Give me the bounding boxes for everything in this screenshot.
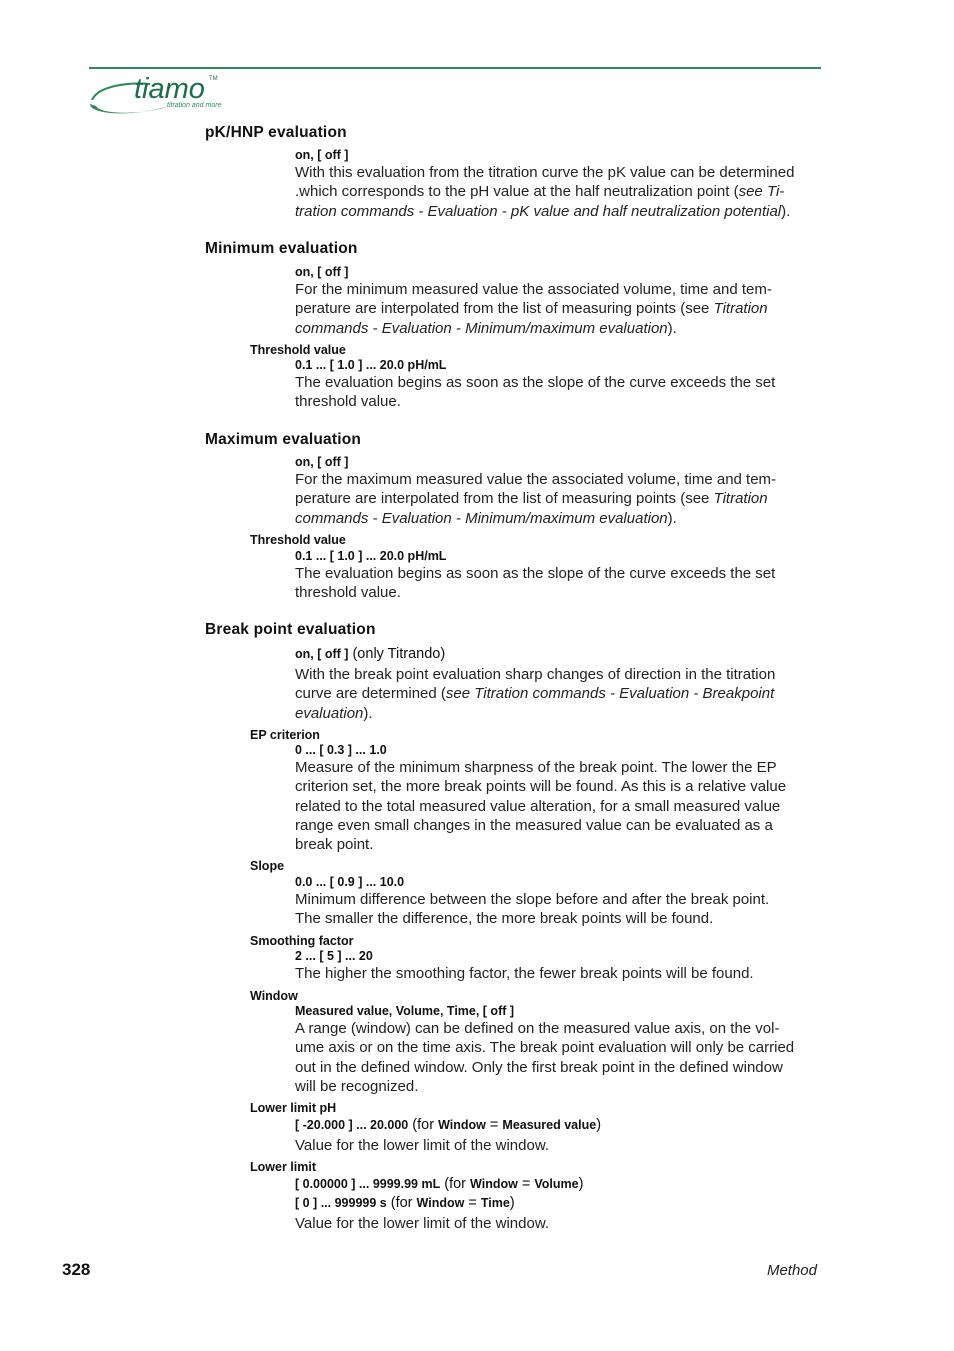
heading-maximum-evaluation: Maximum evaluation: [205, 431, 362, 448]
max-threshold-label: Threshold value: [250, 533, 346, 547]
window-options: Measured value, Volume, Time, [ off ]: [295, 1004, 515, 1018]
tiamo-logo: [88, 70, 238, 118]
window-description: A range (window) can be defined on the measured value axis, on the vol- ume axis or on the time axis. The break point evaluation will only be carried out in the defined window. Only the first break point in the defined window will be recognized.: [295, 1020, 795, 1095]
heading-pk-hnp-evaluation: pK/HNP evaluation: [205, 124, 347, 141]
lower-limit-ph-label: Lower limit pH: [250, 1101, 337, 1115]
pk-description: With this evaluation from the titration curve the pK value can be determined .which corresponds to the pH value at the half neutralization point (see Ti- tration commands - Evaluation - pK value and half neutralization potential).: [295, 164, 795, 220]
min-threshold-range: 0.1 ... [ 1.0 ] ... 20.0 pH/mL: [295, 358, 447, 372]
header-rule: [89, 67, 821, 69]
page-number: 328: [62, 1260, 91, 1279]
svg-text:TM: TM: [209, 76, 218, 82]
svg-text:titration and more: titration and more: [167, 102, 222, 109]
pk-options: on, [ off ]: [295, 148, 349, 162]
slope-range: 0.0 ... [ 0.9 ] ... 10.0: [295, 875, 405, 889]
max-threshold-description: The evaluation begins as soon as the slope of the curve exceeds the set threshold value.: [295, 565, 776, 602]
lower-limit-label: Lower limit: [250, 1160, 316, 1174]
bp-description: With the break point evaluation sharp changes of direction in the titration curve are determined (see Titration commands - Evaluation - Breakpoint evaluation).: [295, 666, 776, 722]
bp-options: on, [ off ] (only Titrando): [295, 646, 446, 662]
lower-limit-range-time: [ 0 ] ... 999999 s (for Window = Time): [295, 1195, 515, 1211]
min-options: on, [ off ]: [295, 265, 349, 279]
smoothing-factor-description: The higher the smoothing factor, the fewer break points will be found.: [295, 965, 754, 982]
ep-criterion-description: Measure of the minimum sharpness of the break point. The lower the EP criterion set, the more break points will be found. As this is a relative value related to the total measured value alteration, for a small measured value range even small changes in the measured value can be evaluated as a break point.: [295, 759, 787, 854]
smoothing-factor-range: 2 ... [ 5 ] ... 20: [295, 949, 373, 963]
min-threshold-label: Threshold value: [250, 343, 346, 357]
ep-criterion-label: EP criterion: [250, 728, 320, 742]
lower-limit-ph-range: [ -20.000 ] ... 20.000 (for Window = Measured value): [295, 1117, 602, 1133]
slope-description: Minimum difference between the slope before and after the break point. The smaller the difference, the more break points will be found.: [295, 891, 770, 928]
min-description: For the minimum measured value the associated volume, time and tem- perature are interpolated from the list of measuring points (see Titration commands - Evaluation - Minimum/maximum evaluation).: [295, 281, 772, 337]
smoothing-factor-label: Smoothing factor: [250, 934, 354, 948]
window-label: Window: [250, 989, 298, 1003]
slope-label: Slope: [250, 859, 285, 873]
ep-criterion-range: 0 ... [ 0.3 ] ... 1.0: [295, 743, 387, 757]
heading-minimum-evaluation: Minimum evaluation: [205, 240, 358, 257]
svg-text:tiamo: tiamo: [134, 73, 205, 105]
footer-section: Method: [766, 1262, 817, 1279]
lower-limit-ph-description: Value for the lower limit of the window.: [295, 1137, 550, 1154]
max-threshold-range: 0.1 ... [ 1.0 ] ... 20.0 pH/mL: [295, 549, 447, 563]
max-options: on, [ off ]: [295, 455, 349, 469]
lower-limit-description: Value for the lower limit of the window.: [295, 1215, 550, 1232]
max-description: For the maximum measured value the associated volume, time and tem- perature are interpolated from the list of measuring points (see Titration commands - Evaluation - Minimum/maximum evaluation).: [295, 471, 777, 527]
heading-break-point-evaluation: Break point evaluation: [205, 621, 376, 638]
min-threshold-description: The evaluation begins as soon as the slope of the curve exceeds the set threshold value.: [295, 374, 776, 411]
lower-limit-range-volume: [ 0.00000 ] ... 9999.99 mL (for Window = Volume): [295, 1176, 584, 1192]
